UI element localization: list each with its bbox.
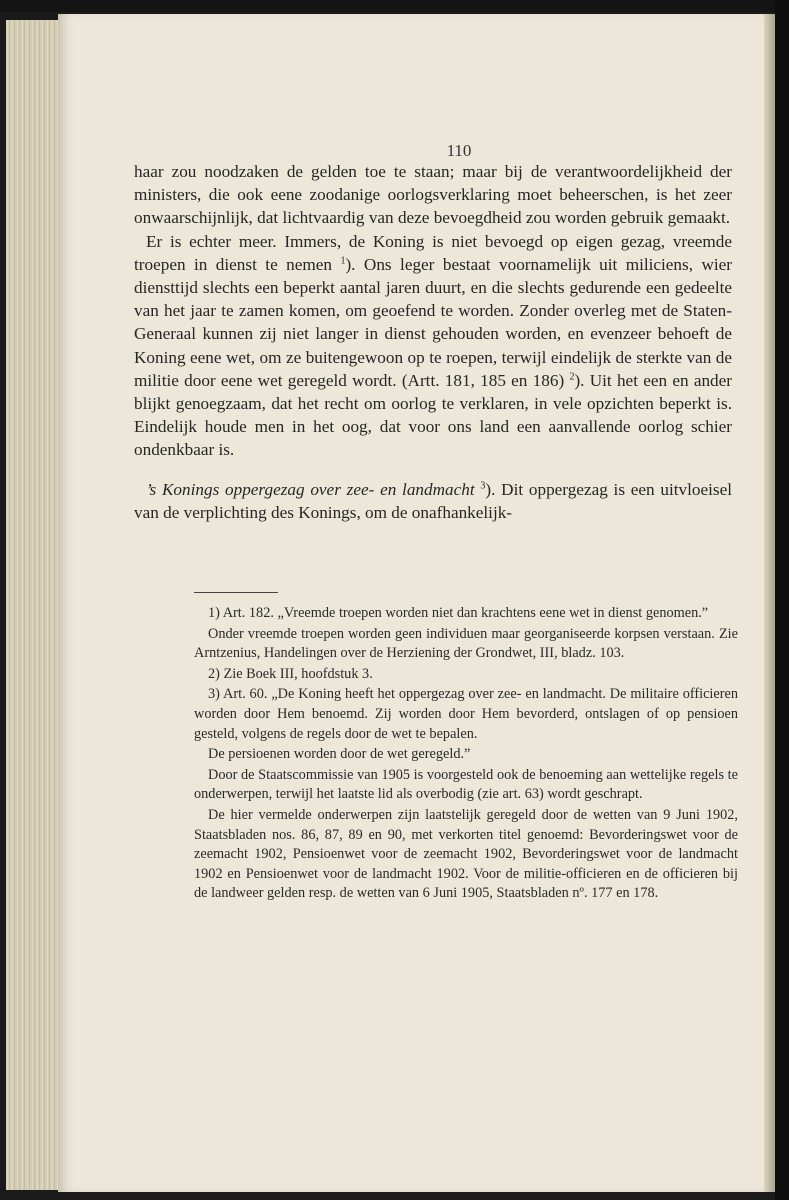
paragraph: haar zou noodzaken de gelden toe te staan; maar bij de verantwoordelijkheid der ministers, die ook eene zoodanige oorlogsverklaring moet beheerschen, is het zeer onwaarschijnlijk, dat lichtvaardig van deze bevoegdheid zou worden gebruik gemaakt.	[134, 162, 732, 228]
paragraph-part: ). Uit het een en ander blijkt genoegzaam, dat het recht om oorlog te verklaren, in vele opzichten beperkt is. Eindelijk houde men in het oog, dat voor ons land een aanvallende oorlog schier ondenkbaar is.	[134, 370, 732, 460]
footnote: 1) Art. 182. „Vreemde troepen worden niet dan krachtens eene wet in dienst genomen.”	[208, 605, 709, 621]
footnote: De persioenen worden door de wet geregeld.”	[208, 746, 471, 763]
footnote: Onder vreemde troepen worden geen individuen maar georganiseerde korpsen verstaan. Zie Arntzenius, Handelingen over de Herziening der Grondwet, III, bladz. 103.	[194, 625, 738, 662]
footnote: 3) Art. 60. „De Koning heeft het oppergezag over zee- en landmacht. De militaire officieren worden door Hem benoemd. Zij worden door Hem bevorderd, ontslagen of op pensioen gesteld, volgens de regels door de wet te bepalen.	[194, 686, 738, 742]
footnotes	[194, 604, 738, 905]
footnote-ref: 3	[480, 479, 486, 491]
footnote: De hier vermelde onderwerpen zijn laatstelijk geregeld door de wetten van 9 Juni 1902, Staatsbladen nos. 86, 87, 89 en 90, met verkorten titel genoemd: Bevorderingswet voor de zeemacht 1902, Pensioenwet voor de zeemacht 1902, Bevorderingswet voor de landmacht 1902 en Pensioenwet voor de landmacht 1902. Voor de militie-officieren en de officieren bij de landweer gelden resp. de wetten van 6 Juni 1905, Staatsbladen nº. 177 en 178.	[194, 806, 738, 902]
section-heading: ’s Konings oppergezag over zee- en landmacht	[146, 479, 475, 499]
main-text	[134, 160, 732, 524]
section-text: ). Dit oppergezag is een uitvloeisel van de verplichting des Konings, om de onafhankelijk-	[134, 479, 732, 522]
paragraph	[134, 230, 732, 462]
footnote-ref: 2	[569, 371, 575, 383]
paragraph-part: Er is echter meer. Immers, de Koning is niet bevoegd op eigen gezag, vreemde troepen in dienst te nemen	[134, 231, 732, 274]
page-stack-edge-left	[6, 20, 66, 1190]
footnote-ref: 1	[340, 255, 346, 267]
footnote: Door de Staatscommissie van 1905 is voorgesteld ook de benoeming aan wettelijke regels te onderwerpen, terwijl het laatste lid als overbodig (zie art. 63) wordt geschrapt.	[194, 766, 738, 803]
page-number: 110	[446, 141, 472, 160]
footnote-divider	[194, 592, 278, 593]
paragraph-part: ). Ons leger bestaat voornamelijk uit miliciens, wier diensttijd slechts een beperkt aantal jaren duurt, en die slechts gedurende een gedeelte van het jaar te zamen komen, om geoefend te worden. Zonder overleg met de Staten-Generaal kunnen zij niet langer in dienst gehouden worden, en evenzeer behoeft de Koning eene wet, om ze buitengewoon op te roepen, terwijl eindelijk de sterkte van de militie door eene wet geregeld wordt. (Artt. 181, 185 en 186)	[134, 254, 733, 390]
scan-background-right	[775, 0, 789, 1200]
section-paragraph	[134, 478, 732, 524]
footnote: 2) Zie Boek III, hoofdstuk 3.	[208, 665, 373, 682]
scan-background-top	[0, 0, 789, 12]
